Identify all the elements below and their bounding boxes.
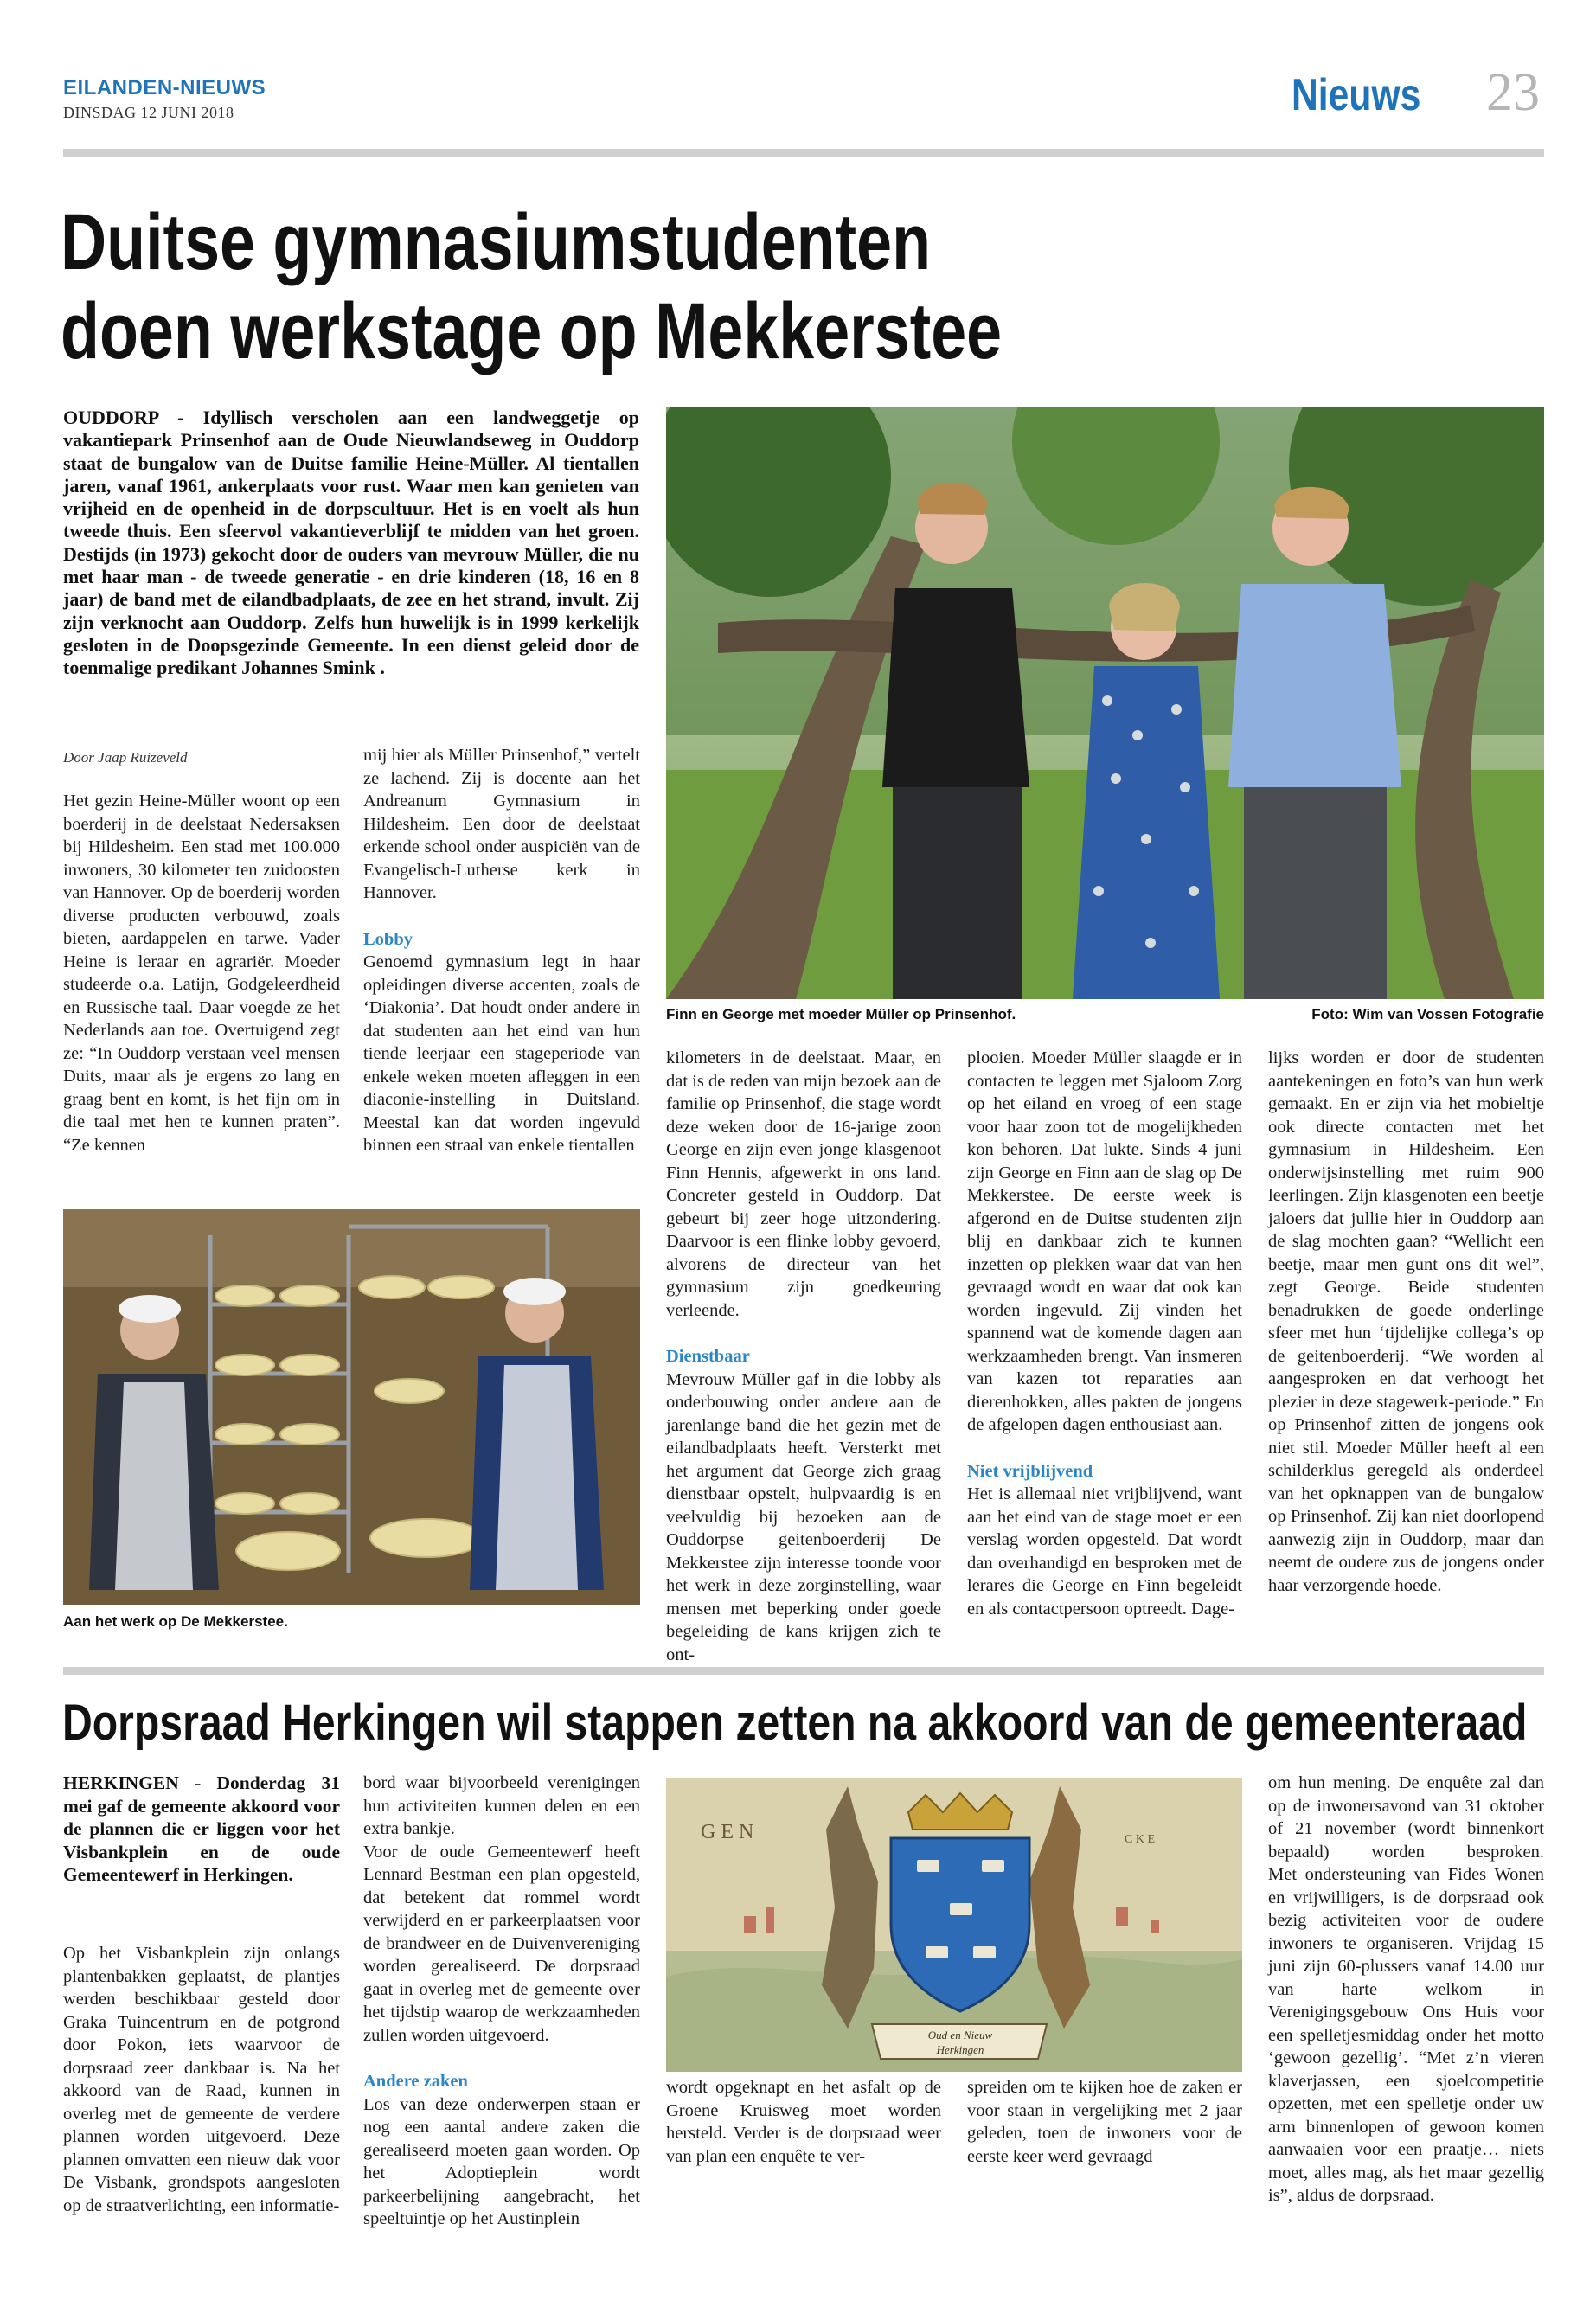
article1-col2-text-2: Genoemd gymnasium legt in haar opleidingen diverse accenten, zoals de ‘Diakonia’. Dat houdt onder andere in dat studenten aan het eind van hun tiende leerjaar een stageperiode van enkele weken moeten afleggen in een diaconie-instelling in Duitsland. Meestal kan dat worden ingevuld binnen een straal van enkele tientallen bbox=[363, 952, 640, 1155]
main-photo-credit: Foto: Wim van Vossen Fotografie bbox=[1311, 1006, 1544, 1022]
masthead: EILANDEN-NIEUWS bbox=[63, 76, 266, 99]
article2-col3-text: wordt opgeknapt en het asfalt op de Groene Kruisweg moet worden hersteld. Verder is de dorpsraad weer van plan een enquête te ver- bbox=[666, 2078, 941, 2166]
article1-column-3 bbox=[666, 1047, 941, 1666]
section-title: Nieuws bbox=[1292, 70, 1421, 120]
article1-headline-line2: doen werkstage op Mekkerstee bbox=[61, 287, 1003, 375]
cheese-photo-image bbox=[63, 1209, 640, 1605]
article1-col4-text-1: plooien. Moeder Müller slaagde er in contacten te leggen met Sjaloom Zorg op het eiland en vroeg of een stage voor haar zoon tot de mogelijkheden kon behoren. Dat lukte. Sinds 4 juni zijn George en Finn aan de slag op De Mekkerstee. De eerste week is afgerond en de Duitse studenten zijn blij en dankbaar zich te kunnen inzetten op plekken waar dat van hen gevraagd wordt en waar dat ook kan worden ingevuld. Zij vinden het spannend wat de komende dagen aan werkzaamheden brengt. Van insmeren van kazen tot reparaties aan dierenhokken, alles pakten de jongens de afgelopen dagen enthousiast aan. bbox=[967, 1048, 1242, 1434]
article2-col1-text: Op het Visbankplein zijn onlangs plantenbakken geplaatst, de plantjes werden beschikbaar gesteld door Graka Tuincentrum en de potgrond door Pokon, iets waarvoor de dorpsraad zeer dankbaar is. Na het akkoord van de Raad, kunnen in overleg met de gemeente de verdere plannen worden uitgevoerd. Deze plannen omvatten een nieuw dak voor De Visbank, grondspots aangesloten op de straatverlichting, een informatie- bbox=[63, 1944, 340, 2215]
article2-column-2 bbox=[363, 1772, 640, 2231]
subhead-dienstbaar: Dienstbaar bbox=[666, 1347, 750, 1366]
main-photo-caption: Finn en George met moeder Müller op Prinsenhof. bbox=[666, 1006, 1016, 1022]
article1-col2-text-1: mij hier als Müller Prinsenhof,” vertelt ze lachend. Zij is docente aan het Andreanum Gymnasium in Hildesheim. Een door de deelstaat erkende school onder auspiciën van de Evangelisch-Lutherse kerk in Hannover. bbox=[363, 746, 640, 902]
article1-column-2 bbox=[363, 744, 640, 1157]
article2-col2-text-3: Los van deze onderwerpen staan er nog een aantal andere zaken die gerealiseerd moeten gaan worden. Op het Adoptieplein wordt parkeerbelijning aangebracht, het speeltuintje op het Austinplein bbox=[363, 2094, 640, 2228]
byline: Door Jaap Ruizeveld bbox=[63, 749, 188, 766]
article2-column-3 bbox=[666, 2076, 941, 2168]
article1-column-1 bbox=[63, 790, 340, 1157]
article2-column-4 bbox=[967, 2076, 1242, 2168]
map-banner-line2: Herkingen bbox=[936, 2043, 984, 2056]
article1-col3-text-2: Mevrouw Müller gaf in die lobby als onderbouwing onder andere aan de jarenlange band die het gezin met de eilandbadplaats heeft. Versterkt met het argument dat George zich graag dienstbaar opstelt, hulpvaardig is en veelvuldig bij bezoeken aan de Ouddorpse geitenboerderij De Mekkerstee zijn interesse toonde voor het werk in deze zorginstelling, waar mensen met beperking onder goede begeleiding de kans krijgen zich te ont- bbox=[666, 1369, 941, 1664]
page-number: 23 bbox=[1486, 63, 1540, 122]
issue-date: DINSDAG 12 JUNI 2018 bbox=[63, 104, 234, 121]
article2-col5-text-1: om hun mening. De enquête zal dan op de inwonersavond van 31 oktober of 21 november (wordt binnenkort bepaald) worden besproken. bbox=[1268, 1773, 1544, 1862]
article2-headline: Dorpsraad Herkingen wil stappen zetten na akkoord van de gemeenteraad bbox=[62, 1695, 1528, 1751]
article1-col3-text-1: kilometers in de deelstaat. Maar, en dat is de reden van mijn bezoek aan de familie op Prinsenhof, die stage wordt deze weken door de 16-jarige zoon George en zijn even jonge klasgenoot Finn Hennis, afgewerkt in ons land. Concreter gesteld in Ouddorp. Dat gebeurt bij zeer hoge uitzondering. Daarvoor is een flinke lobby gevoerd, alvorens de directeur van het gymnasium zijn goedkeuring verleende. bbox=[666, 1048, 941, 1320]
herkingen-map-image bbox=[666, 1778, 1242, 2072]
article2-col2-text-1: bord waar bijvoorbeeld verenigingen hun activiteiten kunnen delen en een extra bankje. bbox=[363, 1773, 640, 1838]
article1-column-5 bbox=[1268, 1047, 1544, 1597]
cheese-photo bbox=[63, 1209, 640, 1605]
map-text-left: G E N bbox=[701, 1821, 754, 1843]
article1-lead: OUDDORP - Idyllisch verscholen aan een landweggetje op vakantiepark Prinsenhof aan de Oude Nieuwlandseweg in Ouddorp staat de bungalow van de Duitse familie Heine-Müller. Al tientallen jaren, vanaf 1961, ankerplaats voor rust. Waar men kan genieten van vrijheid en de openheid in de dorpscultuur. Het is en voelt als hun tweede thuis. Een sfeervol vakantieverblijf te midden van het groen. Destijds (in 1973) gekocht door de ouders van mevrouw Müller, die nu met haar man - de tweede generatie - en drie kinderen (18, 16 en 8 jaar) de band met de eilandbadplaats, de zee en het strand, invult. Zij zijn verknocht aan Ouddorp. Zelfs hun huwelijk is in 1999 kerkelijk gesloten in de Doopsgezinde Gemeente. In een dienst geleid door de toenmalige predikant Johannes Smink . bbox=[63, 407, 639, 679]
subhead-andere-zaken: Andere zaken bbox=[363, 2072, 468, 2091]
header-rule bbox=[63, 149, 1544, 157]
subhead-niet-vrijblijvend: Niet vrijblijvend bbox=[967, 1461, 1093, 1481]
article1-column-4 bbox=[967, 1047, 1242, 1620]
article1-headline-line1: Duitse gymnasiumstudenten bbox=[61, 198, 932, 286]
article1-col5-text: lijks worden er door de studenten aantekeningen en foto’s van hun werk gemaakt. En er zijn via het mobieltje ook directe contacten met het gymnasium in Hildesheim. Een onderwijsinstelling met ruim 900 leerlingen. Zijn klasgenoten een beetje jaloers dat jullie hier in Ouddorp aan de slag mochten gaan? “Wellicht een beetje, maar men gunt ons dit wel”, zegt George. Beide studenten benadrukken de goede onderlinge sfeer met hun ‘tijdelijke collega’s op de geitenboerderij. “We worden al aangesproken en dat verhoogt het plezier in deze stagewerk-periode.” En op Prinsenhof zitten de jongens ook niet stil. Moeder Müller heeft al een schilderklus geregeld als onderdeel van het opknappen van de bungalow op Prinsenhof. Zij kan niet doorlopend aanwezig zijn in Ouddorp, maar dan neemt de oudere zus de jongens onder haar verzorgende hoede. bbox=[1268, 1048, 1544, 1595]
article2-col2-text-2: Voor de oude Gemeentewerf heeft Lennard Bestman een plan opgesteld, dat betekent dat rommel wordt verwijderd en er parkeerplaatsen voor de brandweer en de Duivenvereniging worden gerealiseerd. De dorpsraad gaat in overleg met de gemeente over het tijdstip waarop de werkzaamheden zullen worden uitgevoerd. bbox=[363, 1842, 640, 2045]
article1-col1-text: Het gezin Heine-Müller woont op een boerderij in de deelstaat Nedersaksen bij Hildesheim. Een stad met 100.000 inwoners, 30 kilometer ten zuidoosten van Hannover. Op de boerderij worden diverse producten verbouwd, zoals bieten, aardappelen en tarwe. Vader Heine is leraar en agrariër. Moeder studeerde o.a. Latijn, Godgeleerdheid en Russische taal. Daar voegde ze het Nederlands aan toe. Overtuigend zegt ze: “In Ouddorp verstaan veel mensen Duits, maar als je ergens zo lang en graag bent en komt, is het fijn om in die taal met hen te kunnen praten”. “Ze kennen bbox=[63, 792, 340, 1155]
main-photo-image bbox=[666, 407, 1544, 999]
article2-col4-text: spreiden om te kijken hoe de zaken er voor staan in vergelijking met 2 jaar geleden, toen de inwoners voor de eerste keer werd gevraagd bbox=[967, 2078, 1242, 2166]
coat-of-arms-illustration bbox=[666, 1778, 1242, 2072]
article2-column-1 bbox=[63, 1942, 340, 2217]
article2-lead: HERKINGEN - Donderdag 31 mei gaf de gemeente akkoord voor de plannen die er liggen voor het Visbankplein en de oude Gemeentewerf in Herkingen. bbox=[63, 1772, 340, 1885]
map-text-right: C K E bbox=[1125, 1833, 1155, 1846]
article2-column-5 bbox=[1268, 1772, 1544, 2208]
article1-col4-text-2: Het is allemaal niet vrijblijvend, want aan het eind van de stage moet er een verslag worden opgesteld. Dat wordt dan overhandigd en besproken met de lerares die George en Finn begeleidt en als contactpersoon optreedt. Dage- bbox=[967, 1484, 1242, 1618]
subhead-lobby: Lobby bbox=[363, 929, 413, 949]
article2-col5-text-2: Met ondersteuning van Fides Wonen en vrijwilligers, is de dorpsraad ook bezig activiteiten voor de oudere inwoners te organiseren. Vrijdag 15 juni zijn 60-plussers vanaf 14.00 uur van harte welkom in Verenigingsgebouw Ons Huis voor een spelletjesmiddag onder het motto ‘gewoon gezellig’. “Met z’n vieren klaverjassen, een sjoelcompetitie opzetten, met een spelletje onder uw arm binnenlopen of gewoon komen aanwaaien voor een praatje… niets moet, alles mag, als het maar gezellig is”, aldus de dorpsraad. bbox=[1268, 1865, 1544, 2205]
map-banner-line1: Oud en Nieuw bbox=[927, 2029, 993, 2041]
article2-rule bbox=[63, 1667, 1544, 1675]
cheese-photo-caption: Aan het werk op De Mekkerstee. bbox=[63, 1613, 288, 1630]
main-photo bbox=[666, 407, 1544, 999]
